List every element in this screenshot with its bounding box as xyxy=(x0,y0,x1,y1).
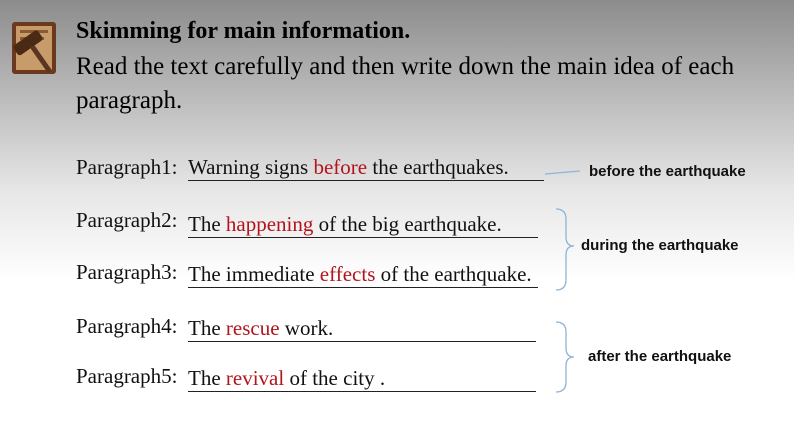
paragraph-label: Paragraph1: xyxy=(76,155,178,179)
instruction-text: Read the text carefully and then write down the main idea of each paragraph. xyxy=(76,53,735,114)
bracket-after xyxy=(556,322,574,392)
label-before-earthquake: before the earthquake xyxy=(589,163,746,180)
answer-text: The revival of the city . xyxy=(188,366,386,390)
label-during-earthquake: during the earthquake xyxy=(581,237,739,254)
connector-line-before xyxy=(545,171,580,174)
paragraph-label: Paragraph5: xyxy=(76,364,178,388)
answer-text: The rescue work. xyxy=(188,316,334,340)
keyword: happening xyxy=(225,212,314,236)
answer-text: Warning signs before the earthquakes. xyxy=(188,155,509,179)
keyword: effects xyxy=(319,262,376,286)
paragraph-label: Paragraph3: xyxy=(76,260,178,284)
keyword: revival xyxy=(225,366,285,390)
answer-text: The happening of the big earthquake. xyxy=(188,212,502,236)
paragraph-label: Paragraph4: xyxy=(76,314,178,338)
bracket-during xyxy=(556,209,574,290)
keyword: rescue xyxy=(225,316,280,340)
paragraph-label: Paragraph2: xyxy=(76,208,178,232)
slide-heading: Skimming for main information. xyxy=(76,18,411,44)
answer-text: The immediate effects of the earthquake. xyxy=(188,262,532,286)
keyword: before xyxy=(313,155,368,179)
label-after-earthquake: after the earthquake xyxy=(588,348,732,365)
